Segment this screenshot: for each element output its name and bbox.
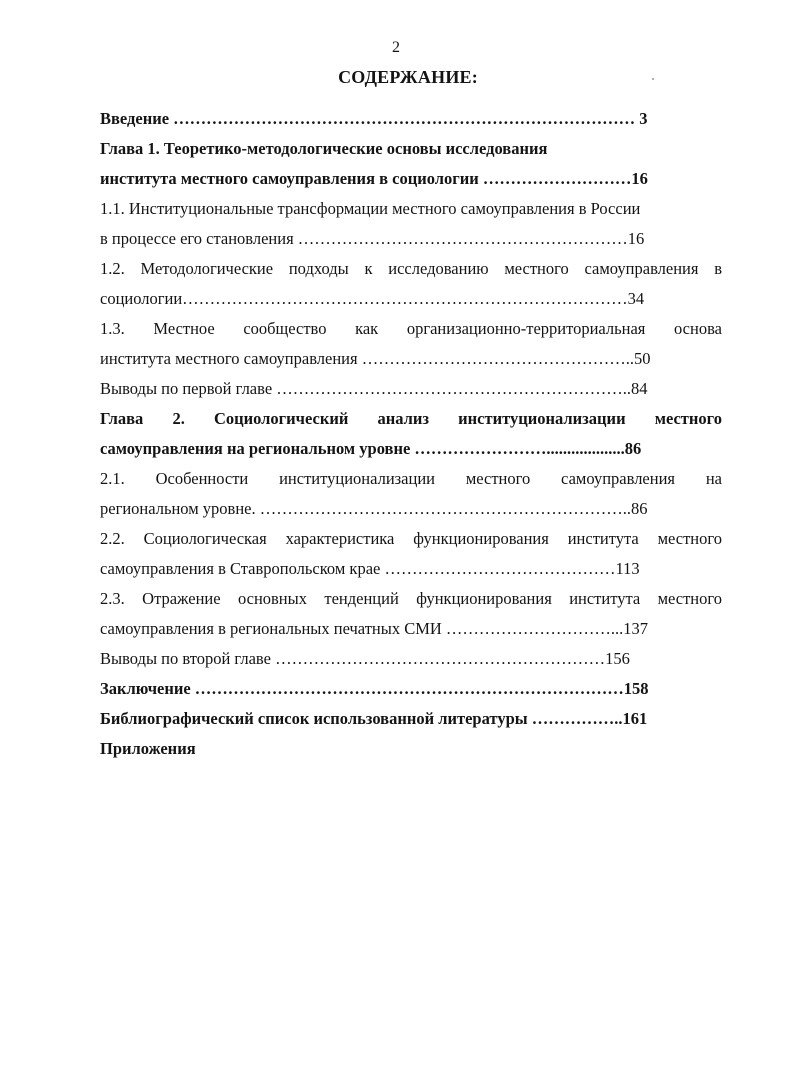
toc-line: в процессе его становления ……………………………………………………16	[100, 229, 645, 248]
toc-line: Глава 2. Социологический анализ институционализации местного	[100, 409, 722, 428]
toc-line: Глава 1. Теоретико-методологические основы исследования	[100, 139, 548, 158]
toc-line: самоуправления в региональных печатных СМИ …………………………...137	[100, 619, 649, 638]
page-number: 2	[392, 39, 400, 56]
page-title: СОДЕРЖАНИЕ:	[338, 67, 478, 87]
toc-line: 2.1. Особенности институционализации местного самоуправления на	[100, 469, 722, 488]
toc-line: Библиографический список использованной литературы ……………..161	[100, 709, 648, 728]
toc-line: самоуправления в Ставропольском крае ……………………………………113	[100, 559, 640, 578]
toc-line: Приложения	[100, 739, 196, 758]
toc-line: региональном уровне. …………………………………………………………..86	[100, 499, 648, 518]
toc-line: 2.3. Отражение основных тенденций функционирования института местного	[100, 589, 722, 608]
toc-line: Введение ………………………………………………………………………… 3	[100, 109, 648, 128]
scan-speck	[652, 78, 654, 80]
toc-line: 1.3. Местное сообщество как организационно-территориальная основа	[100, 319, 722, 338]
toc-line: социологии………………………………………………………………………34	[100, 289, 645, 308]
toc-line: 1.2. Методологические подходы к исследованию местного самоуправления в	[100, 259, 722, 278]
toc-line: самоуправления на региональном уровне ……………………...................86	[100, 439, 642, 458]
toc-line: института местного самоуправления …………………………………………..50	[100, 349, 651, 368]
table-of-contents	[100, 104, 722, 764]
toc-line: института местного самоуправления в социологии ………………………16	[100, 169, 648, 188]
toc-line: Выводы по второй главе ……………………………………………………156	[100, 649, 630, 668]
toc-line: 2.2. Социологическая характеристика функционирования института местного	[100, 529, 722, 548]
toc-line: Заключение ……………………………………………………………………158	[100, 679, 649, 698]
toc-line: 1.1. Институциональные трансформации местного самоуправления в России	[100, 199, 641, 218]
toc-line: Выводы по первой главе ………………………………………………………..84	[100, 379, 648, 398]
